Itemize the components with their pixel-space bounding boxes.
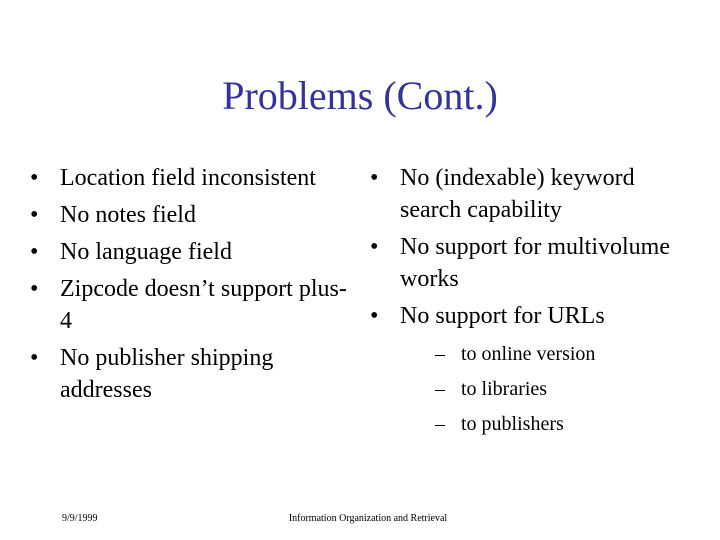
list-item xyxy=(30,273,350,337)
list-item xyxy=(30,236,350,268)
dash-glyph: – xyxy=(435,378,445,400)
sub-list-item xyxy=(400,409,700,439)
bullet-glyph: • xyxy=(370,303,379,329)
sub-list-item xyxy=(400,339,700,369)
left-bullet-list xyxy=(30,162,350,411)
bullet-glyph: • xyxy=(30,165,39,191)
footer-title: Information Organization and Retrieval xyxy=(288,513,448,524)
list-item xyxy=(370,300,700,439)
list-item xyxy=(370,162,700,226)
dash-glyph: – xyxy=(435,343,445,365)
dash-glyph: – xyxy=(435,413,445,435)
list-item xyxy=(30,342,350,406)
bullet-text: No (indexable) keyword search capability xyxy=(400,165,635,223)
bullet-glyph: • xyxy=(30,202,39,228)
sub-bullet-text: to publishers xyxy=(461,413,564,435)
bullet-text: Location field inconsistent xyxy=(60,165,316,191)
bullet-text: No support for multivolume works xyxy=(400,234,670,292)
right-bullet-list xyxy=(370,162,700,444)
sub-bullet-text: to online version xyxy=(461,343,596,365)
sub-bullet-list xyxy=(400,339,700,439)
bullet-glyph: • xyxy=(370,234,379,260)
bullet-text: No publisher shipping addresses xyxy=(60,345,274,403)
sub-bullet-text: to libraries xyxy=(461,378,548,400)
list-item xyxy=(30,199,350,231)
bullet-glyph: • xyxy=(30,239,39,265)
bullet-text: No language field xyxy=(60,239,232,265)
bullet-text: No notes field xyxy=(60,202,196,228)
list-item xyxy=(370,231,700,295)
slide-title: Problems (Cont.) xyxy=(222,73,498,118)
bullet-text: No support for URLs xyxy=(400,303,605,329)
bullet-text: Zipcode doesn’t support plus-4 xyxy=(60,276,347,334)
bullet-glyph: • xyxy=(370,165,379,191)
bullet-glyph: • xyxy=(30,276,39,302)
sub-list-item xyxy=(400,374,700,404)
list-item xyxy=(30,162,350,194)
bullet-glyph: • xyxy=(30,345,39,371)
footer-date: 9/9/1999 xyxy=(62,513,98,524)
